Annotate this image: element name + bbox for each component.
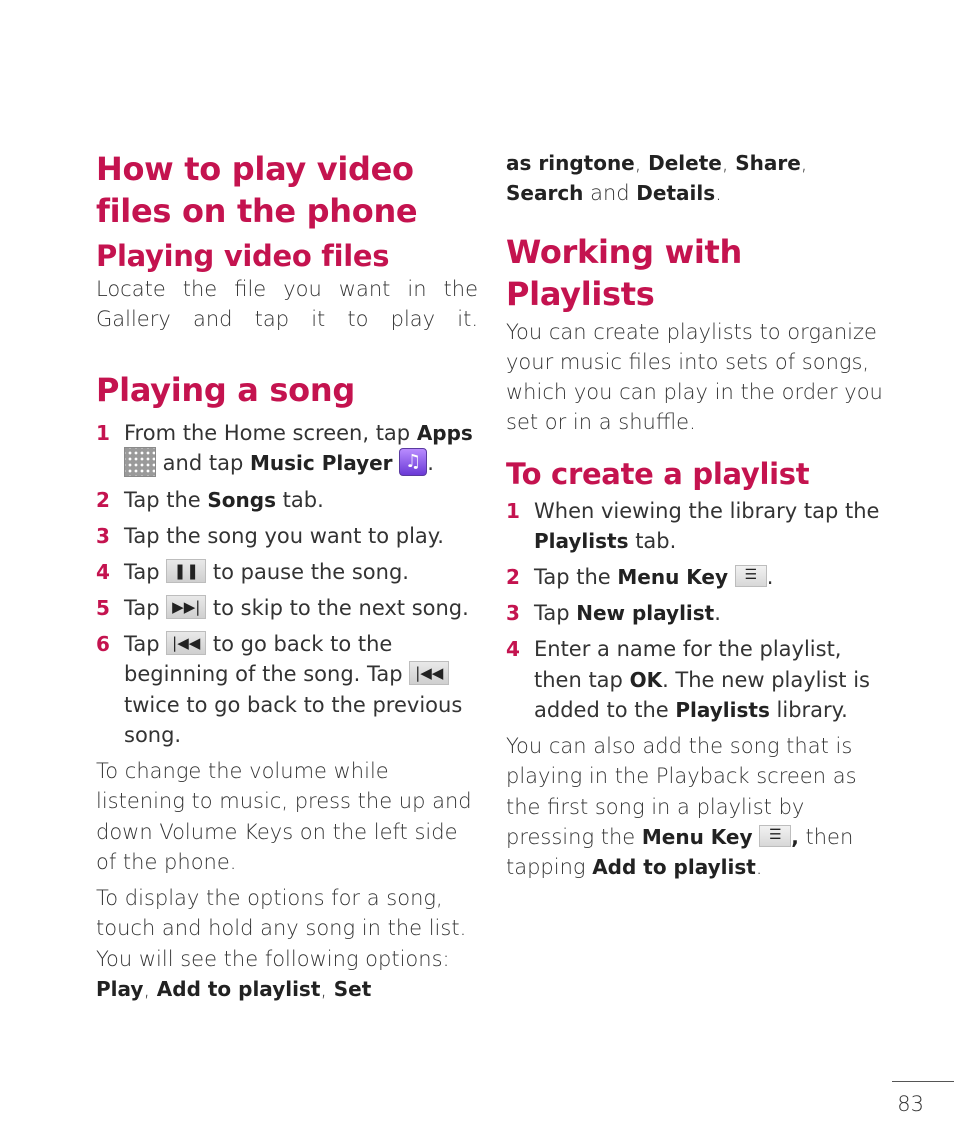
- video-paragraph: Locate the file you want in the Gallery and tap it to play it.: [96, 277, 478, 332]
- heading-create-playlist: To create a playlist: [506, 456, 810, 491]
- add-song-paragraph: You can also add the song that is playing in the Playback screen as the first song in a playlist by pressing the Menu Key ☰ , then tapping Add to playlist.: [506, 734, 857, 880]
- playlist-step-4: 4 Enter a name for the playlist, then tap OK. The new playlist is added to the Playlists library.: [506, 637, 870, 722]
- playlist-step-3: 3 Tap New playlist.: [506, 601, 721, 626]
- section-title-song: Playing a song: [96, 370, 355, 409]
- skip-previous-icon: |◀◀: [166, 631, 206, 655]
- music-note-icon: ♫: [399, 448, 427, 476]
- section-title-playlists: Working with Playlists: [506, 232, 743, 313]
- song-step-1: 1 From the Home screen, tap Apps and tap Music Player ♫ .: [96, 420, 473, 475]
- options-paragraph: To display the options for a song, touch and hold any song in the list. You will see the following options: Play, Add to playlist, Set: [96, 886, 467, 1001]
- left-column: [96, 148, 478, 1004]
- volume-paragraph: To change the volume while listening to music, press the up and down Volume Keys on the left side of the phone.: [96, 759, 472, 874]
- page-number: 83: [897, 1092, 924, 1116]
- skip-next-icon: ▶▶|: [166, 595, 206, 619]
- footer-rule: [892, 1081, 954, 1082]
- options-continued: as ringtone, Delete, Share, Search and Details.: [506, 151, 808, 206]
- playlist-steps: [506, 496, 884, 725]
- playlists-paragraph: You can create playlists to organize your music files into sets of songs, which you can play in the order you set or in a shuffle.: [506, 319, 883, 435]
- pause-icon: ❚❚: [166, 559, 206, 583]
- song-steps: [96, 418, 478, 751]
- section-title-video: How to play video files on the phone: [96, 150, 418, 230]
- menu-key-icon: ☰: [735, 565, 767, 587]
- song-step-4: 4 Tap ❚❚ to pause the song.: [96, 559, 409, 584]
- song-step-3: 3 Tap the song you want to play.: [96, 523, 444, 548]
- playlist-step-2: 2 Tap the Menu Key ☰ .: [506, 565, 774, 590]
- song-step-2: 2 Tap the Songs tab.: [96, 487, 324, 512]
- song-step-5: 5 Tap ▶▶| to skip to the next song.: [96, 595, 469, 620]
- heading-playing-video: Playing video files: [96, 239, 390, 273]
- playlist-step-1: 1 When viewing the library tap the Playlists tab.: [506, 498, 880, 554]
- right-column: [506, 148, 884, 883]
- menu-key-icon: ☰: [759, 825, 791, 847]
- skip-previous-icon: |◀◀: [409, 661, 449, 685]
- song-step-6: 6 Tap |◀◀ to go back to the beginning of the song. Tap |◀◀ twice to go back to the previous song.: [96, 632, 463, 747]
- apps-grid-icon: [124, 447, 156, 477]
